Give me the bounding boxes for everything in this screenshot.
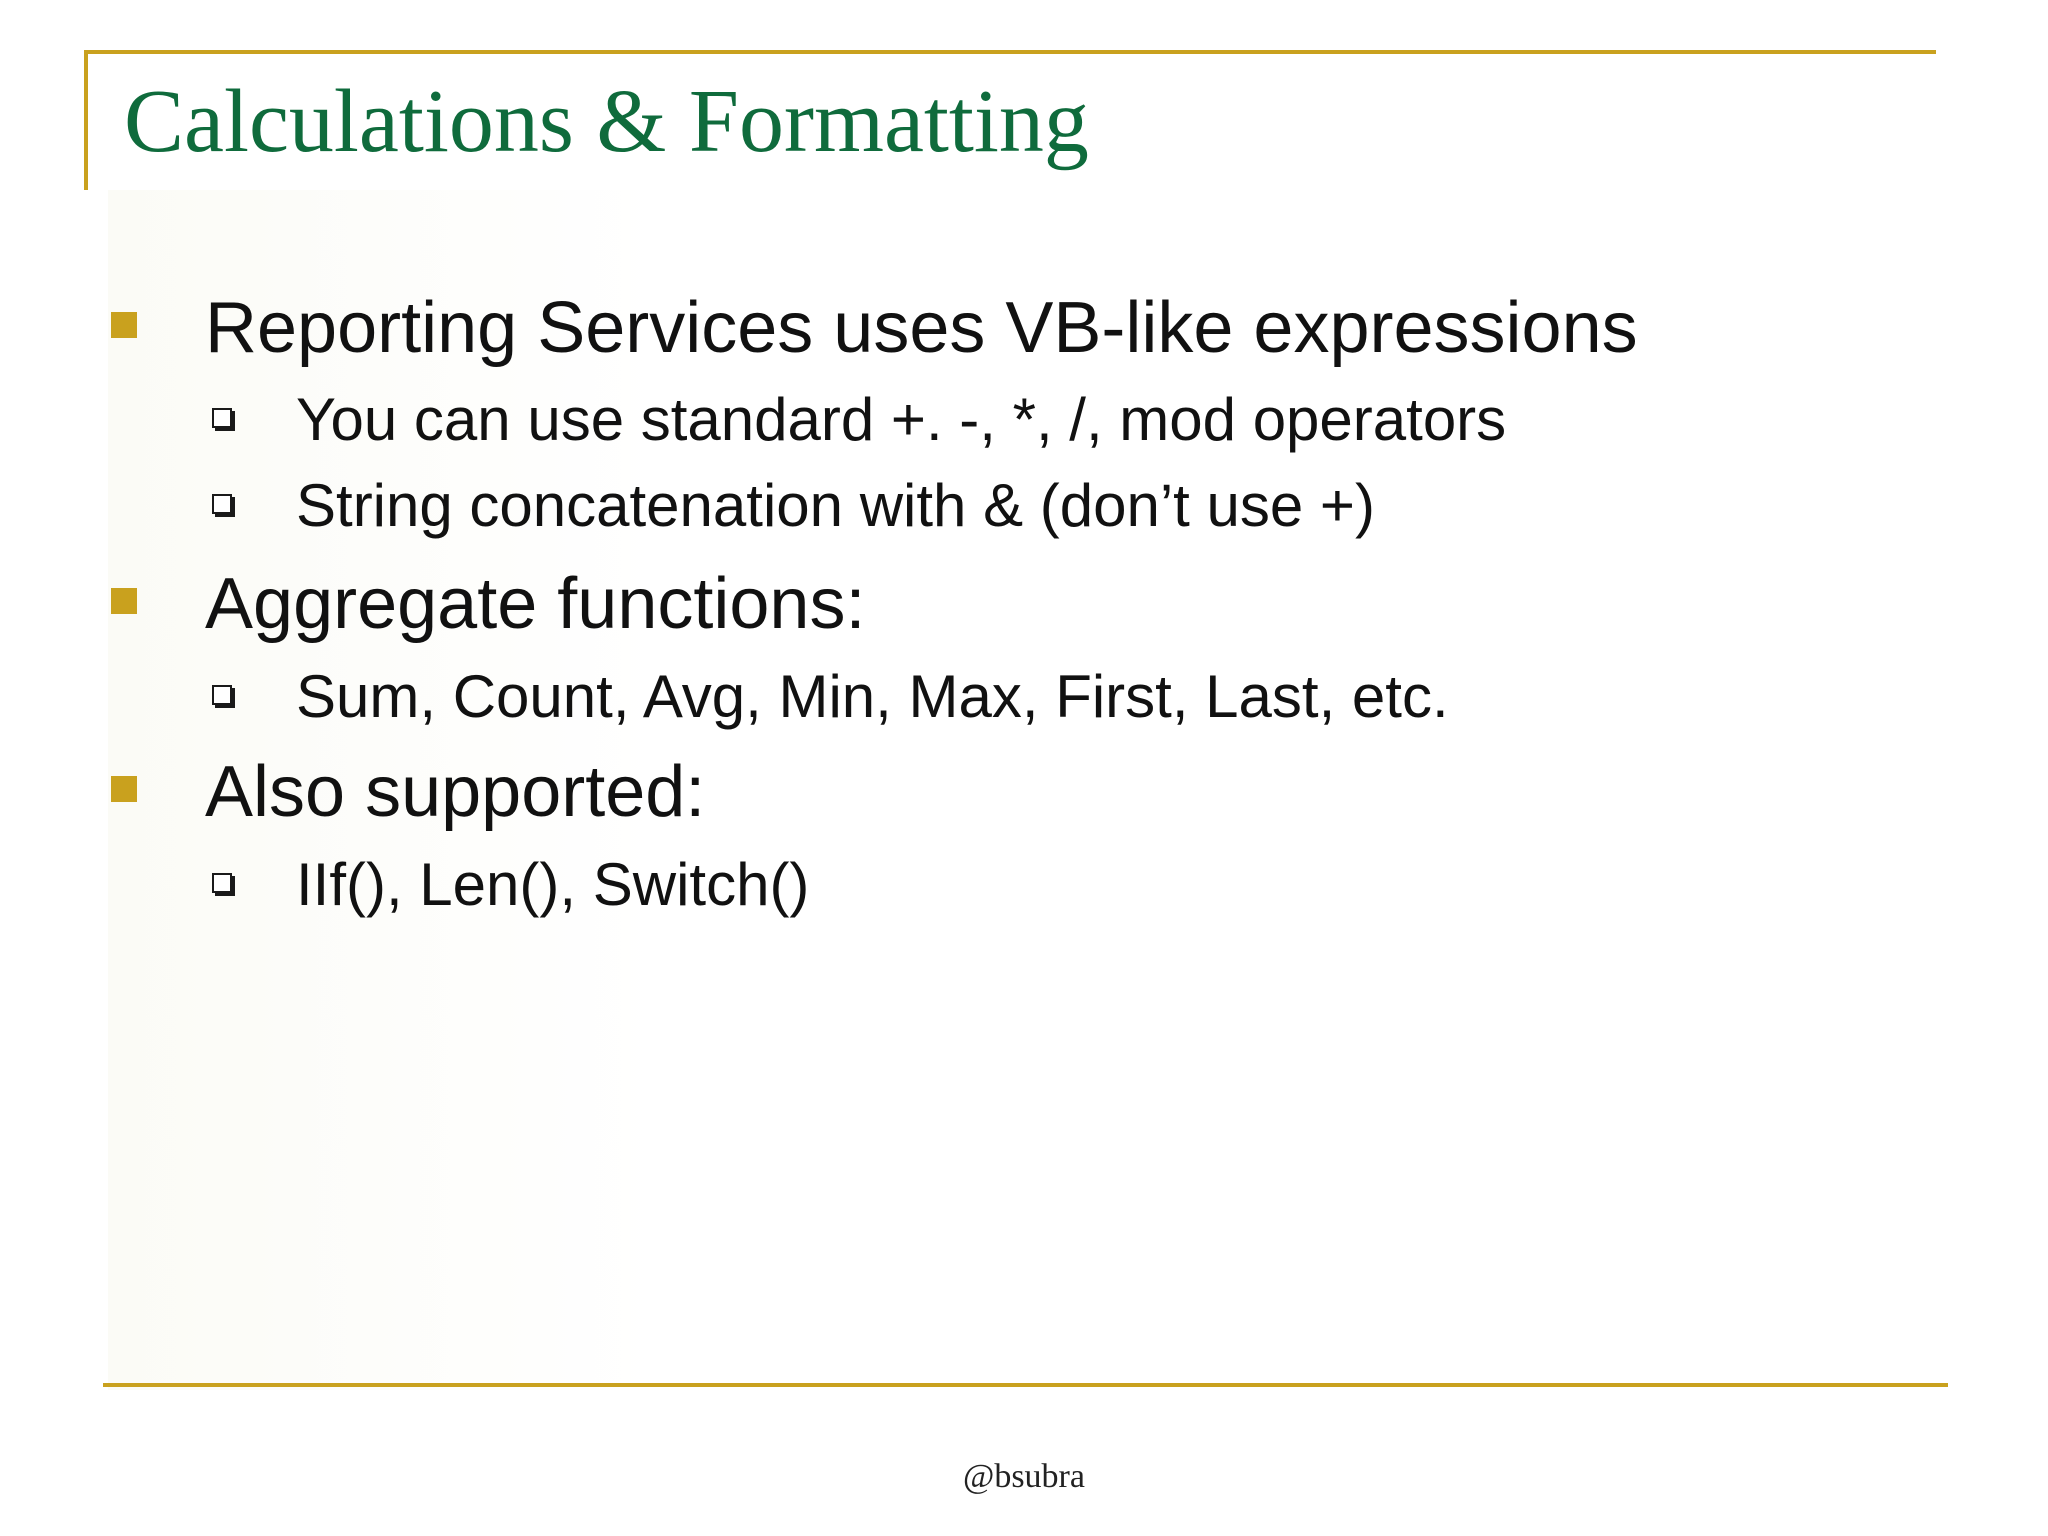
- hollow-square-bullet-icon: [212, 494, 232, 514]
- footer-handle: @bsubra: [963, 1458, 1085, 1495]
- hollow-square-bullet-icon: [212, 685, 232, 705]
- gold-square-bullet-icon: [111, 588, 137, 614]
- sub-bullet-item: String concatenation with & (don’t use +): [296, 472, 1375, 539]
- gold-square-bullet-icon: [111, 776, 137, 802]
- sub-bullet-item: IIf(), Len(), Switch(): [296, 851, 810, 918]
- slide-title: Calculations & Formatting: [124, 72, 1089, 171]
- hollow-square-bullet-icon: [212, 873, 232, 893]
- bullet-item: Also supported:: [205, 752, 706, 832]
- sub-bullet-item: You can use standard +. -, *, /, mod operators: [296, 386, 1507, 453]
- sub-bullet-item: Sum, Count, Avg, Min, Max, First, Last, etc.: [296, 663, 1449, 730]
- gold-square-bullet-icon: [111, 312, 137, 338]
- bottom-rule: [103, 1383, 1948, 1387]
- hollow-square-bullet-icon: [212, 408, 232, 428]
- bullet-item: Aggregate functions:: [205, 564, 866, 644]
- bullet-item: Reporting Services uses VB-like expressions: [205, 288, 1638, 368]
